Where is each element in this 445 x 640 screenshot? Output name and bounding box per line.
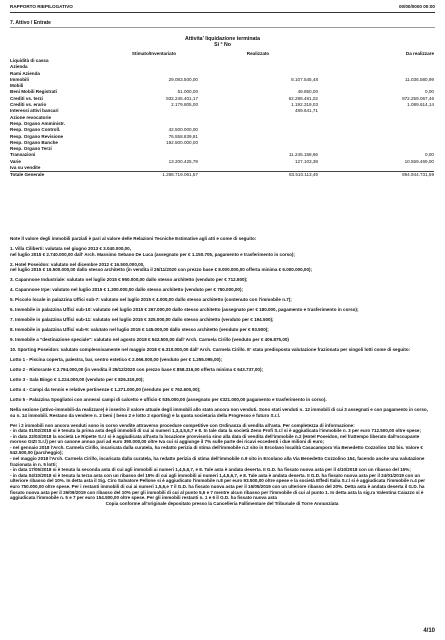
- section-title: 7. Attivo / Entrate: [10, 20, 51, 26]
- row-da-realizzare: 0,00: [425, 89, 434, 95]
- col-header-label: [10, 50, 110, 58]
- attivita-status-label: Attivita' liquidazione terminata: [184, 36, 261, 42]
- row-realizzato: [198, 165, 318, 171]
- row-label: Beni Mobili Registrati: [10, 89, 57, 95]
- row-realizzato: 489.641,71: [295, 108, 318, 114]
- row-stimato: [110, 165, 198, 171]
- header-rule: [10, 12, 435, 13]
- col-header-realizzato: Realizzato: [246, 51, 270, 56]
- note-paragraph: Lotto 1 - Piscina coperta, palestra, bar, centro estetico € 2.066.000,00 (venduto per € 1.255.095,00);: [10, 357, 223, 363]
- row-stimato: 42.500.000,00: [168, 127, 198, 133]
- row-stimato: 29.083.500,00: [168, 76, 198, 82]
- section-rule: [10, 27, 435, 28]
- row-label: Azione revocatorie: [10, 114, 52, 120]
- row-label: Iva su vendite: [10, 165, 41, 171]
- note-paragraph: Per i 2 immobili non ancora venduti sono in corso vendite attraverso procedure competitive con Ordinanza di vendita all'asta. Per completezza di informazione: - in data 01/02/2018 si è tenuta la prima asta degli immobili di cui ai numeri 1,3,4,5,6,7 e 8. In tale data la società Zeno Profi S.r.l si è aggiudicata l'immobile n. 3 per euro 712.500,00 oltre spese; - in data 22/03/2018 la società Le Ripette S.r.l si è aggiudicata all'asta la locazione provvisoria sino alla data di vendita dell'immobile n.2 (Hotel Poseidon, nel frattempo liberato dall'occupante moroso GIZI S.r.l) per un canone annuo pari ad euro 390.000,00 oltre Iva cui si aggiunge il 7% sulle parte dei ricavi eccedenti i due milioni di euro; - nel gennaio 2018 l'Arch. Carmela Cirillo, incaricata dalla curatela, ha redatto perizia di stima dell'immobile n.2 sito in Ercolano località Casacampora Via Benedetto Cozzolino 152 bis. Valore € 542.500,00 (parcheggio); - nel maggio 2018 l'Arch. Carmela Cirillo, incaricata dalla curatela, ha redatto perizia di stima dell'immobile n.9 sito in Ercolano alla Via Benedetto Cozzolino 154, facendo anche una valutazione frazionata in n. 5 lotti; - in data 17/05/2018 si è tenuta la seconda asta di cui agli immobili ai numeri 1,4,5,6,7, e 8. Tale asta è andata deserta. II G.D. ha fissato nuova asta per il 4/10/2018 con un ribasso del 15%; - in data 04/10/2018 si è tenuta la terza asta con un ribasso del 15% di cui agli immobili ai numeri 1,4,5,6,7, e 8. Tale asta è andata deserta. II G.D. ha fissato nuova asta per il 24/01/2019 con un ulteriore ribasso del 10%. In detta asta il Sig. Ciro Salvatore Pellone si è aggiudicato l'immobile n.8 per euro 93.500,00 oltre spese e la società Effedi Italia S.r.l si è aggiudicata l'immobile n.4 per euro 750.000,00 oltre spese. Per i restanti immobili di cui ai numeri 1,5,6,e 7 il G.D. ha fissato nuova asta per il 16/05/2019 con un ulteriore ribasso del 20%. Detta asta è andata deserta il G.D. ha fissato nuova asta per il 26/09/2019 con ribasso del 10% per gli immobili di cui al punto 5,6 e 7 mentre alcun ribasso per l'immobile di cui al punto 1. In detta asta la sig.ra Valentina Caiazzo si è aggiudicata l'immobile n. 5 e 7 per euro 154.500,00 oltre spese. Per gli immobili restanti n. 1 e 6 il G.D. ha fissato nuova asta: [10, 422, 426, 501]
- note-paragraph: Lotto 5 - Palazzina Spogliatoi con annessi campi di calcetto e ufficio € 535.000,00 (assegnato per €321.000,00 pagamento e trasferimento in corso).: [10, 396, 327, 402]
- note-paragraph: 7. Immobile in palazzina Uffici sub-11: valutato nel luglio 2015 € 325.000,00 dallo stesso architetto (venduto per € 194.500);: [10, 317, 274, 323]
- note-paragraph: Lotto 4 - Campi da tennis e relative pertinenze € 1.271.000,00 (venduto per € 762.600,00);: [10, 386, 201, 392]
- header-right-text: 00/00/0000 00:00: [398, 4, 435, 9]
- row-realizzato: 1.192.319,03: [291, 102, 318, 108]
- row-label: Resp. Organo Terzi: [10, 146, 52, 152]
- row-realizzato: 8.107.545,48: [291, 76, 318, 82]
- note-paragraph: 6. Immobile in palazzina Uffici sub-10: valutato nel luglio 2015 € 267.000,00 dallo stesso architetto (assegnato per € 180.000, pagamento e trasferimento in corso);: [10, 307, 359, 313]
- row-stimato: 51.000,00: [177, 89, 198, 95]
- row-stimato: 76.558.839,81: [168, 133, 198, 139]
- col-header-da-realizzare: Da realizzare: [405, 51, 434, 56]
- row-da-realizzare: 872.259.067,46: [402, 95, 434, 101]
- row-label: Transazioni: [10, 152, 36, 158]
- total-label: Totale Generale: [10, 172, 45, 178]
- row-da-realizzare: [318, 165, 434, 171]
- row-realizzato: 49.850,00: [297, 89, 318, 95]
- attivita-status: [0, 36, 445, 48]
- row-realizzato: 62.288.481,02: [288, 95, 318, 101]
- notes-body: [10, 236, 434, 506]
- header-left-text: RAPPORTO RIEPILOGATIVO: [10, 4, 73, 9]
- row-label: Mobili: [10, 83, 24, 89]
- notes-paragraphs: [10, 236, 434, 501]
- total-realizzato: 83.510.113,49: [288, 172, 318, 178]
- table-body: [10, 58, 434, 171]
- note-paragraph: 8. Immobile in palazzina Uffici sub-9: valutato nel luglio 2015 € 145.000,00 dallo stesso architetto (venduto per € 93.500);: [10, 327, 269, 333]
- note-paragraph: Lotto 2 - Ristorante € 2.794.000,00 (in vendita il 29/12/2020 con prezzo base € 858.316,00 offerta minima € 643.737,00);: [10, 367, 263, 372]
- note-paragraph: 10. Sporting Poseidon: valutato complessivamente nel maggio 2018 € 6.310.000,00 dall' Arch. Carmela Cirillo. E' stata predisposta valutazione frazionata per singoli lotti come di seguito:: [10, 347, 411, 353]
- note-paragraph: 5. Piccolo locale in palazzina Uffici sub-7: valutato nel luglio 2015 € 4.000,00 dallo stesso architetto (contenuto con l'immobile n.7);: [10, 297, 292, 303]
- table-row: [10, 165, 434, 171]
- row-label: Resp. Organo Revisione: [10, 133, 64, 139]
- note-paragraph: Note ll valore degli immobili parziali è pari al valore delle Relazioni Tecniche Estimative agli atti e come di seguito:: [10, 236, 257, 241]
- total-da-realizzare: 894.944.731,59: [402, 172, 434, 178]
- col-header-stimato: Stimato/Inventariato: [131, 51, 177, 56]
- note-paragraph: Nella sezione (attivo-immobili-da realizzare) è inserito il valore attuale degli immobili allo stato ancora non venduti. Sono stati venduti n. 12 immobili di cui 3 assegnati e con pagamento in corso, su n. 14 immobili. Restano da vendere n. 2 beni ( beno 2 e lotto 2 sporting) e la quota societaria della Progresso e futuro S.r.l.: [10, 406, 428, 418]
- row-label: Rami Azienda: [10, 70, 40, 76]
- row-label: Resp. Organo Controll.: [10, 127, 61, 133]
- attivita-status-options: Si ° No: [214, 42, 231, 48]
- row-stimato: 192.500.000,00: [166, 139, 198, 145]
- row-label: Crediti vs. erario: [10, 102, 47, 108]
- note-paragraph: 4. Capannone Irpe: valutato nel luglio 2015 € 1.300.000,00 dallo stesso architetto (venduto per € 750.000,00);: [10, 287, 243, 293]
- row-stimato: 932.245.401,17: [166, 95, 198, 101]
- row-label: Liquidità di cassa: [10, 58, 49, 63]
- row-label: Interessi attivi bancari: [10, 108, 59, 114]
- total-stimato: 1.288.719.061,57: [162, 172, 198, 178]
- row-label: Crediti vs. terzi: [10, 95, 43, 101]
- row-label: Azienda: [10, 64, 28, 70]
- note-paragraph: 2. Hotel Poseidon: valutato nel dicembre 2012 € 16.500.000,00, nel luglio 2015 € 16.500.000,00 dallo stesso architetto (in vendita il 26/11/2020 con prezzo base € 8.000.000,00 offerta minima € 6.000.000,00);: [10, 261, 313, 273]
- row-stimato: 2.179.805,00: [171, 102, 198, 108]
- footer-note: Copia conforme all'originale depositato presso la Cancelleria Fallimentare del Tribunale di Torre Annunziata: [105, 500, 339, 506]
- row-label: Resp. Organo Amministr.: [10, 120, 65, 126]
- row-da-realizzare: 10.559.469,00: [404, 158, 434, 164]
- note-paragraph: 9. Immobile a "destinazione speciale": valutato nel agosto 2018 € 542.500,00 dall' Arch. Carmela Cirillo (venduto per € 406.875,00): [10, 337, 289, 343]
- note-paragraph: 1. Villa Ciliberti: valutata nel giugno 2013 € 3.040.000,00, nel luglio 2015 € 2.740.000,00 dall' Arch. Massimo Sebano De Luca (assegnato per € 1.150.705, pagamento e trasferimento in corso);: [10, 245, 295, 257]
- row-label: Immobili: [10, 76, 29, 82]
- note-paragraph: Lotto 3 - Sala Bingo € 1.224.000,00 (venduto per € 826.316,00);: [10, 376, 144, 382]
- table-total-row: [10, 171, 434, 178]
- row-realizzato: 127.103,39: [295, 158, 318, 164]
- row-label: Resp. Organo Banche: [10, 139, 58, 145]
- page-number: 4/10: [423, 628, 435, 634]
- row-da-realizzare: 11.036.580,99: [404, 76, 434, 82]
- attivo-table: [10, 50, 434, 179]
- table-header-row: [10, 50, 434, 58]
- row-stimato: 13.200.425,79: [168, 158, 198, 164]
- row-realizzato: 11.245.158,66: [288, 152, 318, 158]
- note-paragraph: 3. Capannone Industriale: valutato nel luglio 2015 € 950.000,00 dallo stesso architetto (venduto per € 712.500);: [10, 277, 248, 283]
- row-da-realizzare: 1.089.614,14: [407, 102, 434, 108]
- row-da-realizzare: 0,00: [425, 152, 434, 158]
- row-label: Varie: [10, 158, 21, 164]
